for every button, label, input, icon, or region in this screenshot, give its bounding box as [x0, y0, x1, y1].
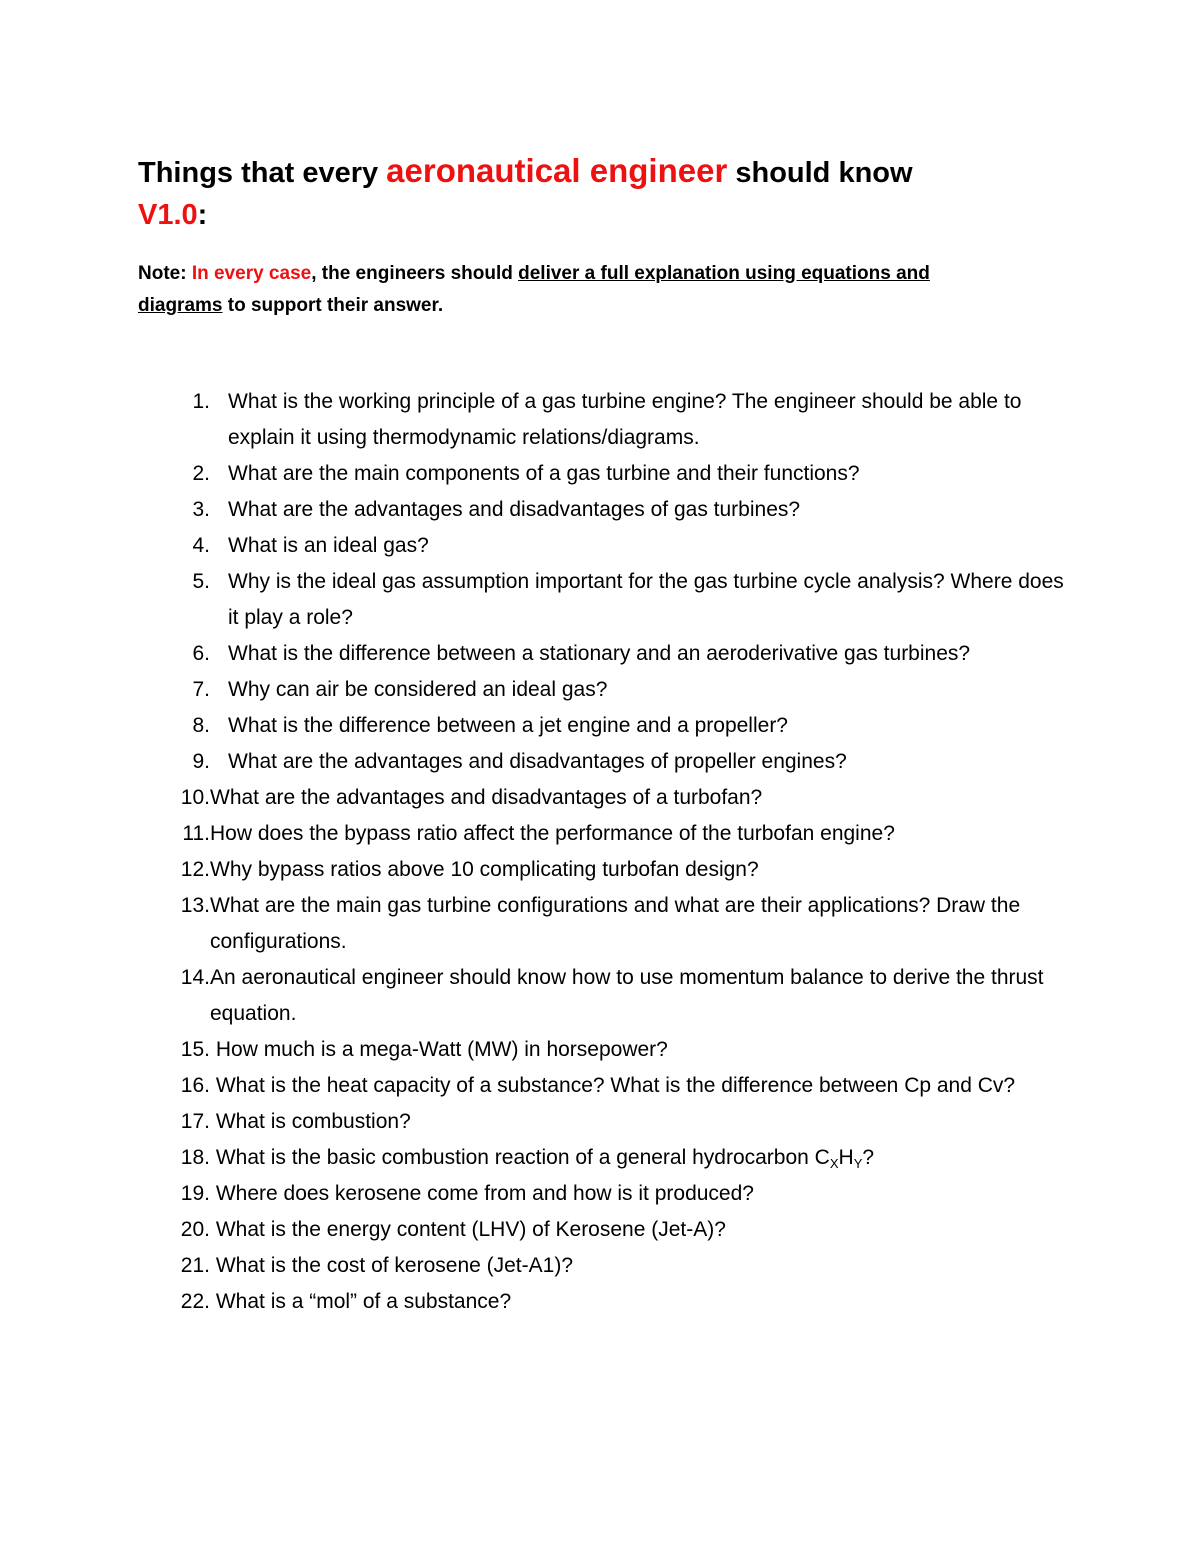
- question-number: 14.: [180, 966, 210, 989]
- list-item: [138, 1104, 1068, 1140]
- question-number: 6.: [192, 642, 210, 665]
- question-text: What is an ideal gas?: [228, 534, 429, 557]
- question-text: How does the bypass ratio affect the performance of the turbofan engine?: [210, 822, 895, 845]
- question-text-mid: H: [838, 1146, 854, 1169]
- title-version: V1.0: [138, 199, 198, 231]
- question-text: What is the difference between a stationary and an aeroderivative gas turbines?: [228, 642, 971, 665]
- list-item: [138, 888, 1068, 960]
- question-text: Why can air be considered an ideal gas?: [228, 678, 608, 701]
- question-text: What is combustion?: [210, 1110, 411, 1133]
- question-number: 11.: [182, 822, 210, 845]
- note-paragraph: [138, 258, 1038, 322]
- question-number: 10.: [180, 786, 210, 809]
- question-number: 15.: [180, 1038, 210, 1061]
- question-number: 20.: [180, 1218, 210, 1241]
- question-text: What is the cost of kerosene (Jet-A1)?: [210, 1254, 573, 1277]
- title-part1: Things that every: [138, 157, 387, 189]
- question-number: 16.: [180, 1074, 210, 1097]
- question-text: An aeronautical engineer should know how to use momentum balance to derive the thrust equation.: [210, 966, 1044, 1025]
- list-item: [138, 960, 1068, 1032]
- list-item: [138, 780, 1068, 816]
- note-red-text: In every case: [191, 263, 312, 284]
- question-text: What are the advantages and disadvantages of gas turbines?: [228, 498, 801, 521]
- list-item: [138, 672, 1068, 708]
- list-item: [138, 1212, 1068, 1248]
- question-text: What are the main components of a gas turbine and their functions?: [228, 462, 860, 485]
- list-item: [138, 816, 1068, 852]
- note-part2: to support their answer.: [222, 295, 444, 316]
- question-number: 17.: [180, 1110, 210, 1133]
- note-label: Note:: [138, 263, 192, 284]
- note-underlined-1: deliver a full explanation using equations and: [518, 263, 930, 284]
- list-item: [138, 708, 1068, 744]
- question-text: How much is a mega-Watt (MW) in horsepower?: [210, 1038, 668, 1061]
- question-list: [138, 384, 1068, 1320]
- note-part1: , the engineers should: [311, 263, 519, 284]
- title-colon: :: [197, 199, 208, 231]
- list-item: [138, 456, 1068, 492]
- list-item: [138, 636, 1068, 672]
- list-item: [138, 528, 1068, 564]
- list-item: [138, 1032, 1068, 1068]
- question-text: What are the advantages and disadvantages of propeller engines?: [228, 750, 847, 773]
- question-text: [210, 1140, 1068, 1176]
- question-number: 8.: [192, 714, 210, 737]
- question-text: Why bypass ratios above 10 complicating turbofan design?: [210, 858, 759, 881]
- question-number: 21.: [180, 1254, 210, 1277]
- question-number: 13.: [180, 894, 210, 917]
- subscript-y: Y: [853, 1156, 863, 1171]
- title-highlight: aeronautical engineer: [386, 152, 728, 189]
- question-number: 4.: [192, 534, 210, 557]
- list-item: [138, 744, 1068, 780]
- question-number: 12.: [180, 858, 210, 881]
- question-number: 19.: [180, 1182, 210, 1205]
- list-item: [138, 384, 1068, 456]
- question-number: 22.: [180, 1290, 210, 1313]
- question-text: What is the working principle of a gas turbine engine? The engineer should be able to explain it using thermodynamic relations/diagrams.: [228, 390, 1022, 449]
- question-text: What is the heat capacity of a substance? What is the difference between Cp and Cv?: [210, 1074, 1016, 1097]
- question-text-before: What is the basic combustion reaction of a general hydrocarbon C: [210, 1146, 830, 1169]
- question-number: 18.: [180, 1146, 210, 1169]
- subscript-x: X: [829, 1156, 839, 1171]
- question-number: 7.: [192, 678, 210, 701]
- list-item: [138, 1248, 1068, 1284]
- question-text: Why is the ideal gas assumption important for the gas turbine cycle analysis? Where does it play a role?: [228, 570, 1064, 629]
- document-title: [138, 150, 1058, 236]
- question-text: What are the main gas turbine configurations and what are their applications? Draw the configurations.: [210, 894, 1021, 953]
- question-text: What is the energy content (LHV) of Kerosene (Jet-A)?: [210, 1218, 726, 1241]
- list-item: [138, 1068, 1068, 1104]
- question-number: 1.: [192, 390, 210, 413]
- question-text: What is the difference between a jet engine and a propeller?: [228, 714, 788, 737]
- question-text: Where does kerosene come from and how is it produced?: [210, 1182, 754, 1205]
- list-item: [138, 1140, 1068, 1176]
- list-item: [138, 492, 1068, 528]
- question-text: What is a “mol” of a substance?: [210, 1290, 512, 1313]
- list-item: [138, 852, 1068, 888]
- question-text: What are the advantages and disadvantages of a turbofan?: [210, 786, 763, 809]
- list-item: [138, 1176, 1068, 1212]
- question-number: 2.: [192, 462, 210, 485]
- question-number: 9.: [192, 750, 210, 773]
- question-number: 5.: [192, 570, 210, 593]
- question-text-after: ?: [862, 1146, 875, 1169]
- question-number: 3.: [192, 498, 210, 521]
- note-underlined-2: diagrams: [138, 295, 223, 316]
- list-item: [138, 1284, 1068, 1320]
- list-item: [138, 564, 1068, 636]
- title-part2: should know: [727, 157, 913, 189]
